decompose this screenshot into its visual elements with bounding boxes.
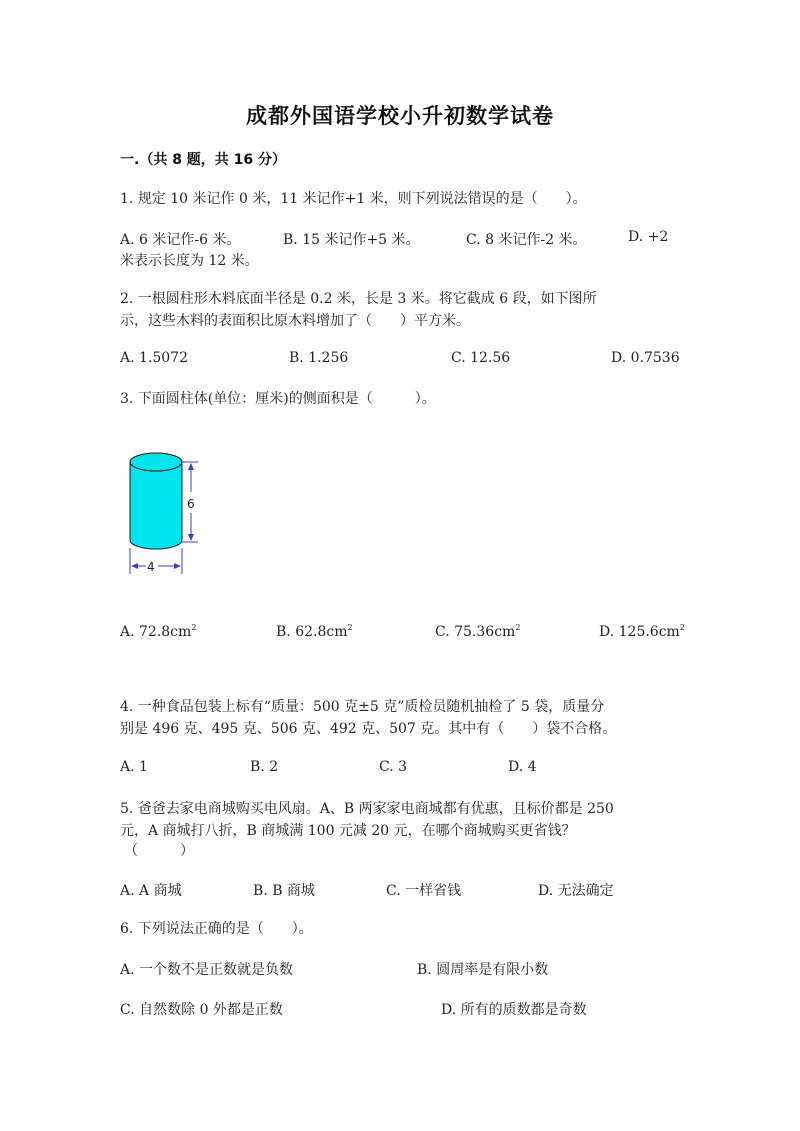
question-3-text: 3. 下面圆柱体(单位：厘米)的侧面积是（ ）。 <box>120 391 436 407</box>
question-4-option-b: B. 2 <box>250 759 279 775</box>
question-4-option-a: A. 1 <box>120 759 148 775</box>
option-c-text: C. 75.36cm <box>435 624 516 640</box>
question-3-option-d <box>599 623 685 640</box>
question-1-text: 1. 规定 10 米记作 0 米，11 米记作+1 米，则下列说法错误的是（ ）。 <box>120 191 587 207</box>
cylinder-body <box>130 462 182 549</box>
question-1-option-d-continued: 米表示长度为 12 米。 <box>120 253 259 269</box>
cylinder-figure <box>118 440 208 580</box>
question-4-text-line2: 别是 496 克、495 克、506 克、492 克、507 克。其中有（ ）袋不合格。 <box>120 721 617 737</box>
cylinder-top <box>130 453 182 471</box>
height-label: 6 <box>187 497 195 511</box>
option-b-text: B. 62.8cm <box>276 624 348 640</box>
question-2-option-c: C. 12.56 <box>451 350 511 366</box>
question-4-option-c: C. 3 <box>379 759 408 775</box>
question-1-option-b: B. 15 米记作+5 米。 <box>283 232 420 248</box>
question-5-option-d: D. 无法确定 <box>538 883 614 899</box>
question-3-option-a <box>120 623 196 640</box>
question-6-option-c: C. 自然数除 0 外都是正数 <box>120 1002 283 1018</box>
question-2-option-d: D. 0.7536 <box>611 350 680 366</box>
question-4-option-d: D. 4 <box>508 759 537 775</box>
section-heading: 一.（共 8 题，共 16 分） <box>120 152 287 168</box>
question-2-text-line1: 2. 一根圆柱形木料底面半径是 0.2 米，长是 3 米。将它截成 6 段，如下图所 <box>120 291 597 307</box>
unit-superscript: 2 <box>191 623 197 632</box>
unit-superscript: 2 <box>347 623 353 632</box>
question-5-option-a: A. A 商城 <box>120 883 182 899</box>
question-1-option-d: D. +2 <box>628 229 669 245</box>
question-6-option-a: A. 一个数不是正数就是负数 <box>120 962 294 978</box>
question-2-option-a: A. 1.5072 <box>120 350 188 366</box>
unit-superscript: 2 <box>679 623 685 632</box>
question-3-option-b <box>276 623 353 640</box>
unit-superscript: 2 <box>515 623 521 632</box>
diameter-label: 4 <box>147 560 155 574</box>
question-5-text-line1: 5. 爸爸去家电商城购买电风扇。A、B 两家家电商城都有优惠，且标价都是 250 <box>120 801 614 817</box>
page-title: 成都外国语学校小升初数学试卷 <box>246 104 554 128</box>
question-2-option-b: B. 1.256 <box>289 350 349 366</box>
question-4-text-line1: 4. 一种食品包装上标有“质量：500 克±5 克”质检员随机抽检了 5 袋，质量分 <box>120 699 605 715</box>
question-6-option-d: D. 所有的质数都是奇数 <box>441 1002 587 1018</box>
question-6-option-b: B. 圆周率是有限小数 <box>417 962 549 978</box>
question-6-text: 6. 下列说法正确的是（ ）。 <box>120 921 313 937</box>
question-5-text-line3: （ ） <box>124 843 194 859</box>
question-1-option-a: A. 6 米记作-6 米。 <box>120 232 241 248</box>
question-1-option-c: C. 8 米记作-2 米。 <box>466 232 587 248</box>
question-5-option-c: C. 一样省钱 <box>386 883 462 899</box>
question-5-text-line2: 元，A 商城打八折，B 商城满 100 元减 20 元，在哪个商城购买更省钱？ <box>120 823 576 839</box>
question-3-option-c <box>435 623 520 640</box>
option-a-text: A. 72.8cm <box>120 624 192 640</box>
question-2-text-line2: 示，这些木料的表面积比原木料增加了（ ）平方米。 <box>120 313 470 329</box>
question-5-option-b: B. B 商城 <box>253 883 315 899</box>
option-d-text: D. 125.6cm <box>599 624 680 640</box>
